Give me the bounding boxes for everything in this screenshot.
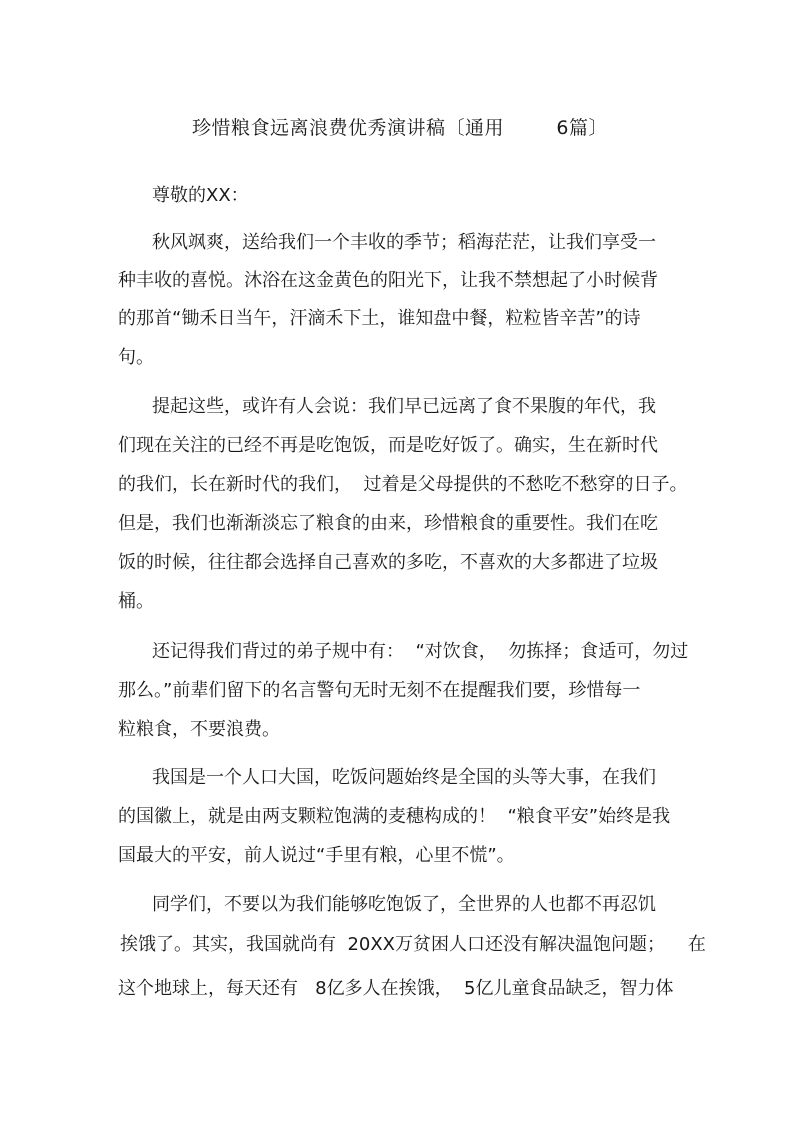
paragraph-line: 提起这些，或许有人会说：我们早已远离了食不果腹的年代，我	[152, 396, 656, 417]
paragraph-line: 我国是一个人口大国，吃饭问题始终是全国的头等大事，在我们	[152, 767, 656, 788]
paragraph-line: 的那首“锄禾日当午，汗滴禾下土，谁知盘中餐，粒粒皆辛苦”的诗	[118, 308, 641, 329]
paragraph-line: 那么。”前辈们留下的名言警句无时无刻不在提醒我们要，珍惜每一	[118, 680, 641, 701]
paragraph-line: 粒粮食，不要浪费。	[118, 719, 280, 740]
paragraph-line: 秋风飒爽，送给我们一个丰收的季节；稻海茫茫，让我们享受一	[152, 232, 656, 253]
paragraph-line: 这个地球上，每天还有 8亿多人在挨饿， 5亿儿童食品缺乏，智力体	[118, 978, 674, 999]
paragraph-line: 挨饿了。其实，我国就尚有 20XX万贫困人口还没有解决温饱问题； 在	[120, 934, 706, 955]
paragraph-line: 饭的时候，往往都会选择自己喜欢的多吃，不喜欢的大多都进了垃圾	[118, 552, 658, 573]
paragraph-line: 还记得我们背过的弟子规中有： “对饮食， 勿拣择；食适可，勿过	[152, 641, 689, 662]
paragraph-line: 桶。	[118, 591, 154, 612]
paragraph-line: 的国徽上，就是由两支颗粒饱满的麦穗构成的！ “粮食平安”始终是我	[118, 806, 671, 827]
paragraph-line: 但是，我们也渐渐淡忘了粮食的由来，珍惜粮食的重要性。我们在吃	[118, 513, 658, 534]
paragraph-line: 句。	[118, 347, 154, 368]
paragraph-line: 国最大的平安，前人说过“手里有粮，心里不慌”。	[118, 845, 515, 866]
paragraph-line: 们现在关注的已经不再是吃饱饭，而是吃好饭了。确实，生在新时代	[118, 435, 658, 456]
paragraph-line: 的我们，长在新时代的我们， 过着是父母提供的不愁吃不愁穿的日子。	[118, 474, 688, 495]
paragraph-line: 同学们，不要以为我们能够吃饱饭了，全世界的人也都不再忍饥	[152, 894, 656, 915]
paragraph-line: 种丰收的喜悦。沐浴在这金黄色的阳光下，让我不禁想起了小时候背	[118, 270, 658, 291]
salutation: 尊敬的XX：	[152, 185, 249, 206]
document-title: 珍惜粮食远离浪费优秀演讲稿〔通用 6篇〕	[192, 117, 608, 139]
